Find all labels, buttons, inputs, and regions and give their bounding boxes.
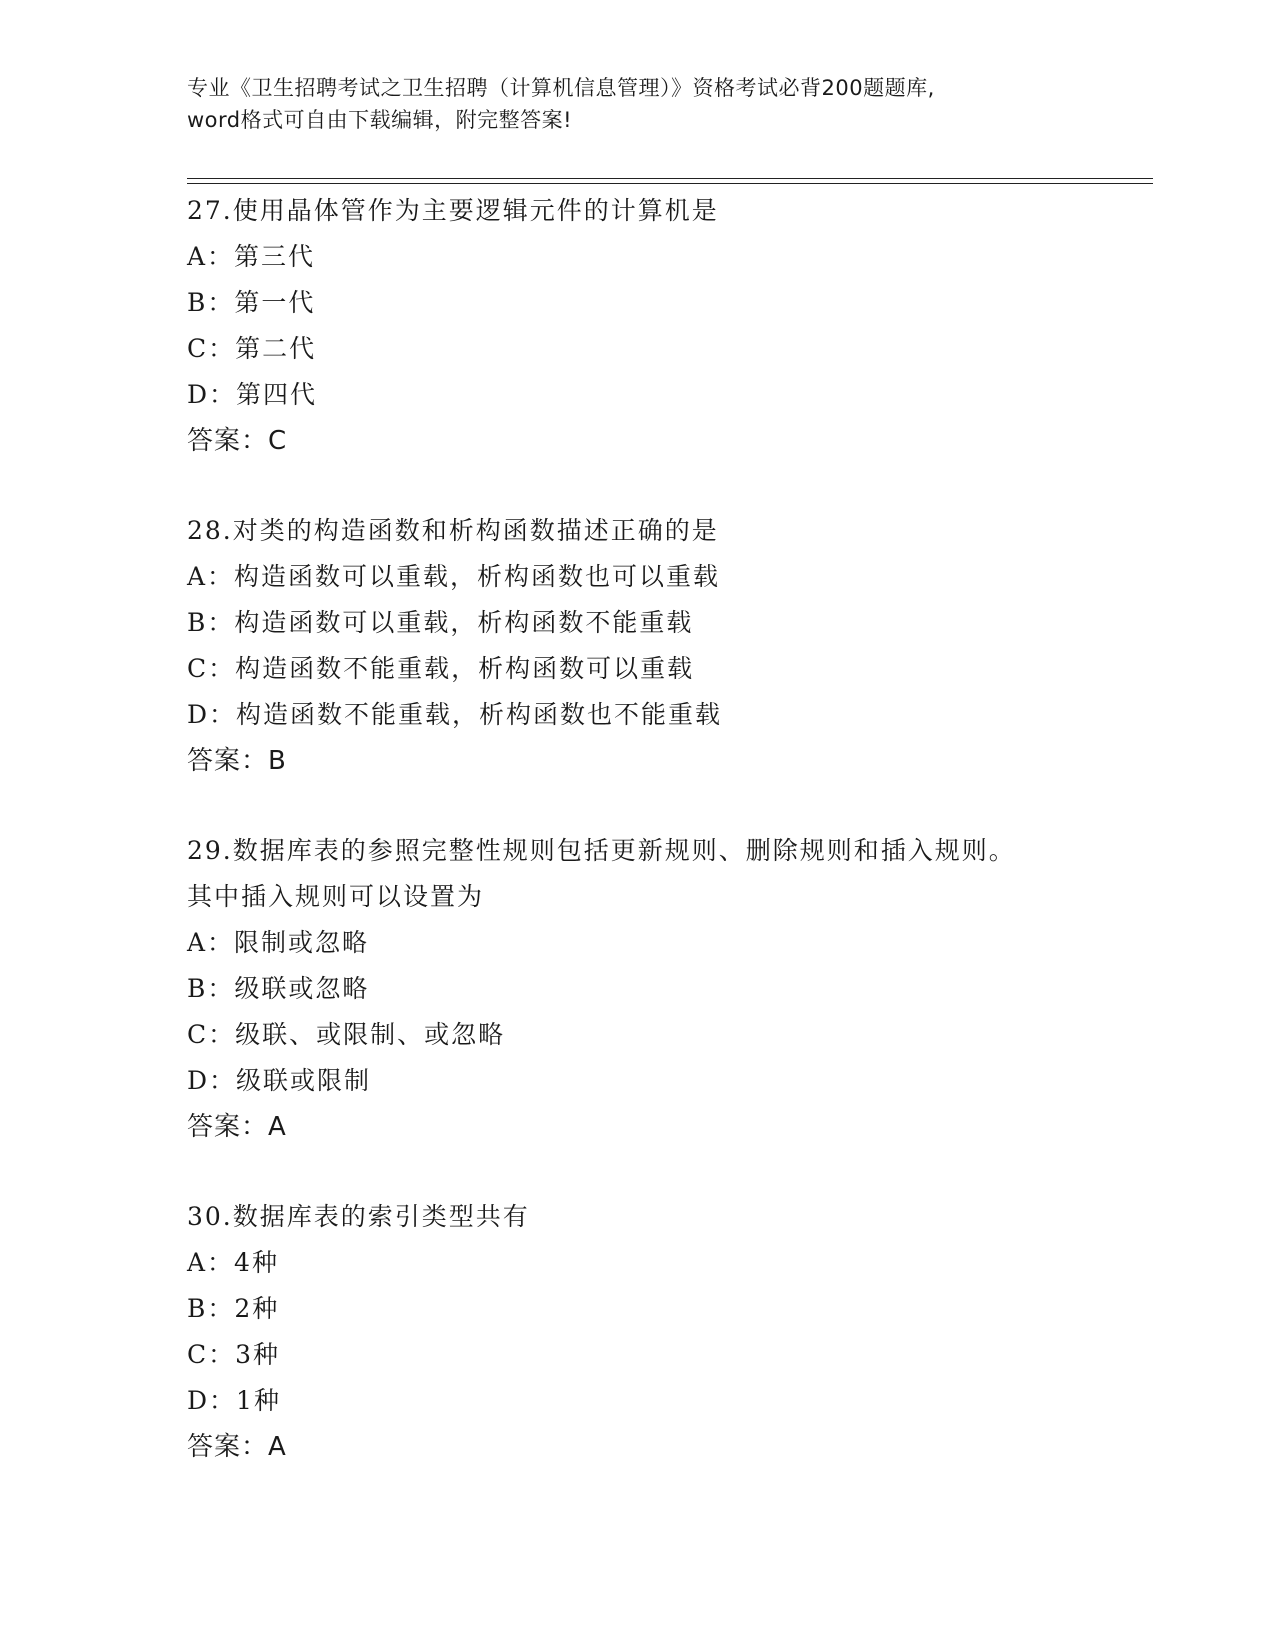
option-d: D：第四代 (187, 380, 318, 409)
option-b: B：2种 (187, 1294, 280, 1323)
option-c: C：级联、或限制、或忽略 (187, 1020, 506, 1049)
question-stem: 30.数据库表的索引类型共有 (187, 1202, 530, 1231)
question-stem: 29.数据库表的参照完整性规则包括更新规则、删除规则和插入规则。 (187, 836, 1016, 865)
option-c: C：第二代 (187, 334, 317, 363)
header-line-1: 专业《卫生招聘考试之卫生招聘（计算机信息管理）》资格考试必背200题题库, (187, 76, 935, 100)
header-divider-bottom (187, 183, 1153, 184)
question-27 (187, 188, 1147, 464)
option-a: A：限制或忽略 (187, 928, 370, 957)
question-28 (187, 508, 1147, 784)
option-a: A：构造函数可以重载，析构函数也可以重载 (187, 562, 721, 591)
option-c: C：3种 (187, 1340, 281, 1369)
header-line-2: word格式可自由下载编辑，附完整答案! (187, 108, 573, 132)
option-a: A：第三代 (187, 242, 316, 271)
option-b: B：级联或忽略 (187, 974, 370, 1003)
answer: 答案：A (187, 1432, 287, 1462)
option-c: C：构造函数不能重载，析构函数可以重载 (187, 654, 695, 683)
document-header (187, 72, 1087, 136)
option-d: D：1种 (187, 1386, 281, 1415)
answer: 答案：A (187, 1112, 287, 1142)
question-30 (187, 1194, 1147, 1470)
question-29 (187, 828, 1147, 1150)
answer: 答案：C (187, 426, 288, 456)
question-stem: 28.对类的构造函数和析构函数描述正确的是 (187, 516, 719, 545)
option-d: D：构造函数不能重载，析构函数也不能重载 (187, 700, 723, 729)
option-a: A：4种 (187, 1248, 279, 1277)
option-d: D：级联或限制 (187, 1066, 372, 1095)
option-b: B：第一代 (187, 288, 316, 317)
question-stem-continued: 其中插入规则可以设置为 (187, 882, 485, 911)
header-divider-top (187, 178, 1153, 179)
question-stem: 27.使用晶体管作为主要逻辑元件的计算机是 (187, 196, 719, 225)
option-b: B：构造函数可以重载，析构函数不能重载 (187, 608, 694, 637)
answer: 答案：B (187, 746, 287, 776)
